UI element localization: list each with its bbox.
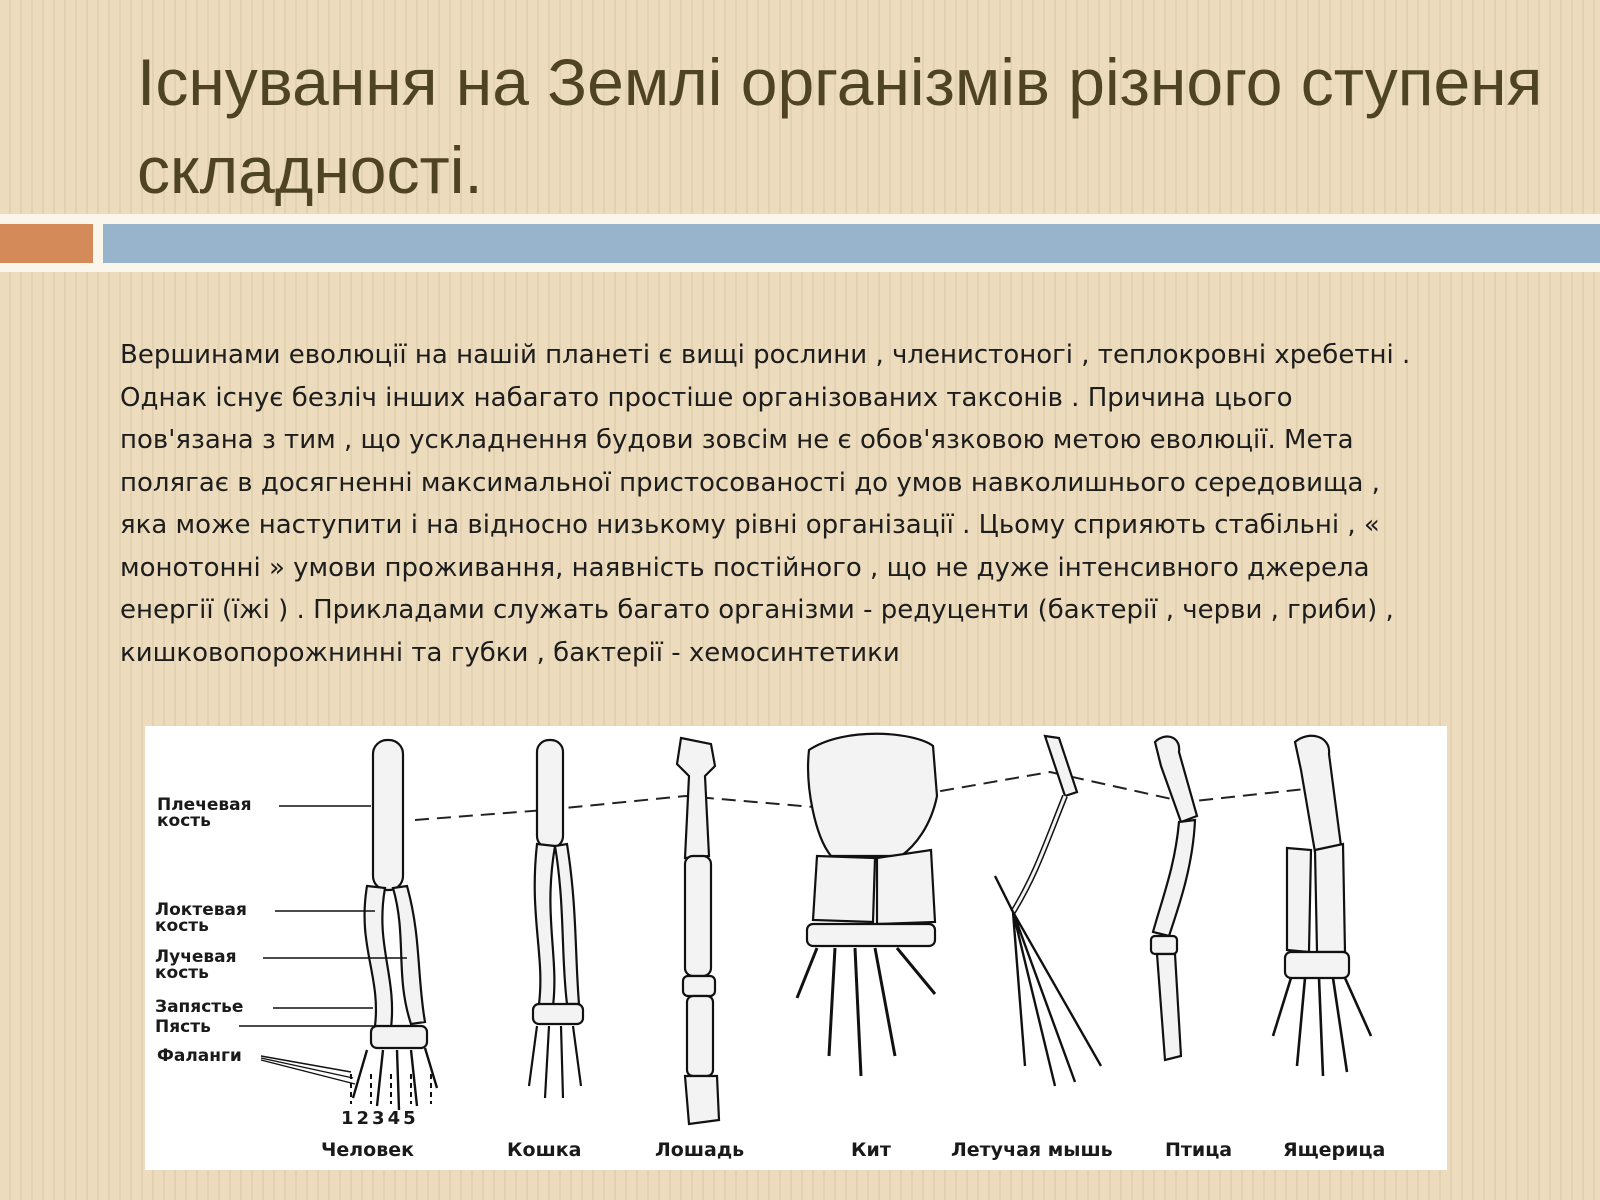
body-line: пов'язана з тим , що ускладнення будови зовсім не є обов'язковою метою еволюції. Мета bbox=[120, 425, 1354, 455]
lizard-leg-illustration bbox=[1273, 736, 1371, 1076]
label-radius-2: кость bbox=[155, 963, 209, 983]
main-bar bbox=[103, 224, 1600, 263]
animal-captions bbox=[321, 1139, 1385, 1161]
body-line: яка може наступити і на відносно низькому рівні організації . Цьому сприяють стабільні , « bbox=[120, 510, 1380, 540]
label-humerus-2: кость bbox=[157, 811, 211, 831]
accent-bar bbox=[0, 224, 93, 263]
bird-wing-illustration bbox=[1151, 737, 1197, 1060]
label-radius-1: Лучевая bbox=[155, 947, 237, 967]
body-line: Вершинами еволюції на нашій планеті є вищі рослини , членистоногі , теплокровні хребетні . bbox=[120, 340, 1411, 370]
caption-cat: Кошка bbox=[507, 1139, 582, 1161]
whale-flipper-illustration bbox=[797, 734, 937, 1076]
title-line-1: Існування на Землі організмів різного ступеня bbox=[137, 45, 1543, 119]
digit-numbers: 12345 bbox=[341, 1108, 419, 1129]
label-carpus: Запястье bbox=[155, 997, 244, 1017]
bat-wing-illustration bbox=[995, 736, 1101, 1086]
label-ulna-1: Локтевая bbox=[155, 900, 247, 920]
human-arm-illustration bbox=[353, 740, 437, 1110]
title-line-2: складності. bbox=[137, 133, 483, 207]
label-humerus-1: Плечевая bbox=[157, 795, 252, 815]
caption-bird: Птица bbox=[1165, 1139, 1233, 1161]
homologous-limbs-figure bbox=[145, 726, 1447, 1170]
body-paragraph bbox=[120, 334, 1590, 674]
label-ulna-2: кость bbox=[155, 916, 209, 936]
label-phalanges: Фаланги bbox=[157, 1046, 242, 1066]
caption-bat: Летучая мышь bbox=[951, 1139, 1113, 1161]
limbs-illustration bbox=[145, 726, 1447, 1170]
body-line: кишковопорожнинні та губки , бактерії - хемосинтетики bbox=[120, 637, 900, 668]
caption-human: Человек bbox=[321, 1139, 415, 1161]
body-line: монотонні » умови проживання, наявність постійного , що не дуже інтенсивного джерела bbox=[120, 552, 1370, 583]
body-line: енергії (їжі ) . Прикладами служать багато організми - редуценти (бактерії , черви , гриби) , bbox=[120, 595, 1394, 625]
caption-lizard: Ящерица bbox=[1283, 1139, 1386, 1161]
cat-leg-illustration bbox=[529, 740, 583, 1098]
label-metacarpus: Пясть bbox=[155, 1017, 211, 1037]
caption-horse: Лошадь bbox=[655, 1139, 745, 1161]
slide-title bbox=[137, 38, 1577, 214]
body-line: Однак існує безліч інших набагато простіше організованих таксонів . Причина цього bbox=[120, 382, 1293, 413]
body-line: полягає в досягненні максимальної пристосованості до умов навколишнього середовища , bbox=[120, 467, 1380, 498]
title-divider bbox=[0, 214, 1600, 272]
caption-whale: Кит bbox=[851, 1139, 891, 1161]
